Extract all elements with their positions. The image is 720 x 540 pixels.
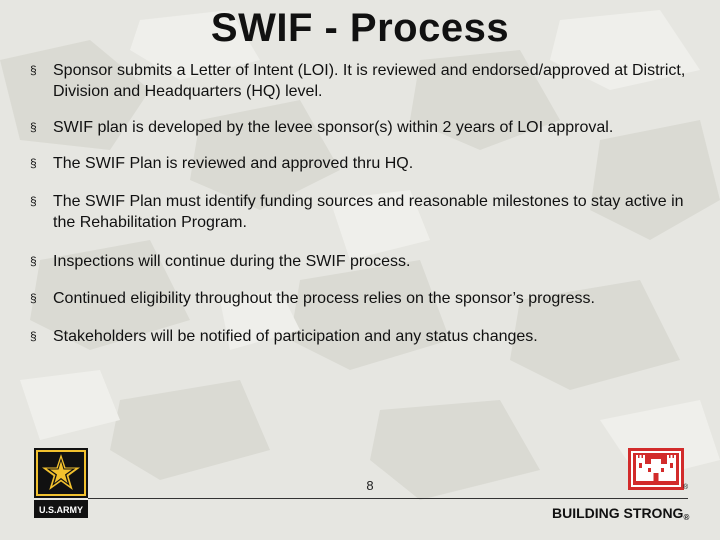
bullet-marker: § <box>30 329 37 343</box>
slide-title: SWIF - Process <box>210 6 510 50</box>
army-logo-text: U.S.ARMY <box>38 505 84 515</box>
bullet-item <box>30 288 700 309</box>
tagline-registered-mark: ® <box>683 513 690 522</box>
bullet-text: The SWIF Plan is reviewed and approved thru HQ. <box>53 155 414 172</box>
corps-castle-icon <box>628 448 684 490</box>
bullet-item <box>30 117 700 138</box>
bullet-text: Inspections will continue during the SWIF process. <box>53 253 411 270</box>
bullet-marker: § <box>30 156 37 170</box>
bullet-item <box>30 60 700 102</box>
tagline-text: BUILDING STRONG <box>552 505 684 521</box>
bullet-text: Continued eligibility throughout the process relies on the sponsor’s progress. <box>53 290 595 307</box>
bullet-text: SWIF plan is developed by the levee sponsor(s) within 2 years of LOI approval. <box>53 119 614 136</box>
footer-divider <box>88 498 688 499</box>
army-star-icon <box>34 448 88 522</box>
building-strong-tagline <box>552 505 689 522</box>
bullet-item <box>30 251 700 272</box>
bullet-list <box>30 58 700 347</box>
bullet-marker: § <box>30 254 37 268</box>
bullet-marker: § <box>30 120 37 134</box>
page-number: 8 <box>366 478 374 493</box>
us-army-logo <box>34 448 88 527</box>
registered-mark: ® <box>683 484 689 491</box>
bullet-marker: § <box>30 291 37 305</box>
bullet-item <box>30 191 700 233</box>
bullet-marker: § <box>30 194 37 208</box>
bullet-text: Stakeholders will be notified of participation and any status changes. <box>53 328 538 345</box>
bullet-text: The SWIF Plan must identify funding sources and reasonable milestones to stay active in the Rehabilitation Program. <box>53 193 684 231</box>
bullet-text: Sponsor submits a Letter of Intent (LOI). It is reviewed and endorsed/approved at District, Division and Headquarters (HQ) level. <box>53 62 686 100</box>
bullet-item <box>30 153 700 174</box>
bullet-item <box>30 326 700 347</box>
bullet-marker: § <box>30 63 37 77</box>
corps-of-engineers-logo <box>628 448 684 495</box>
